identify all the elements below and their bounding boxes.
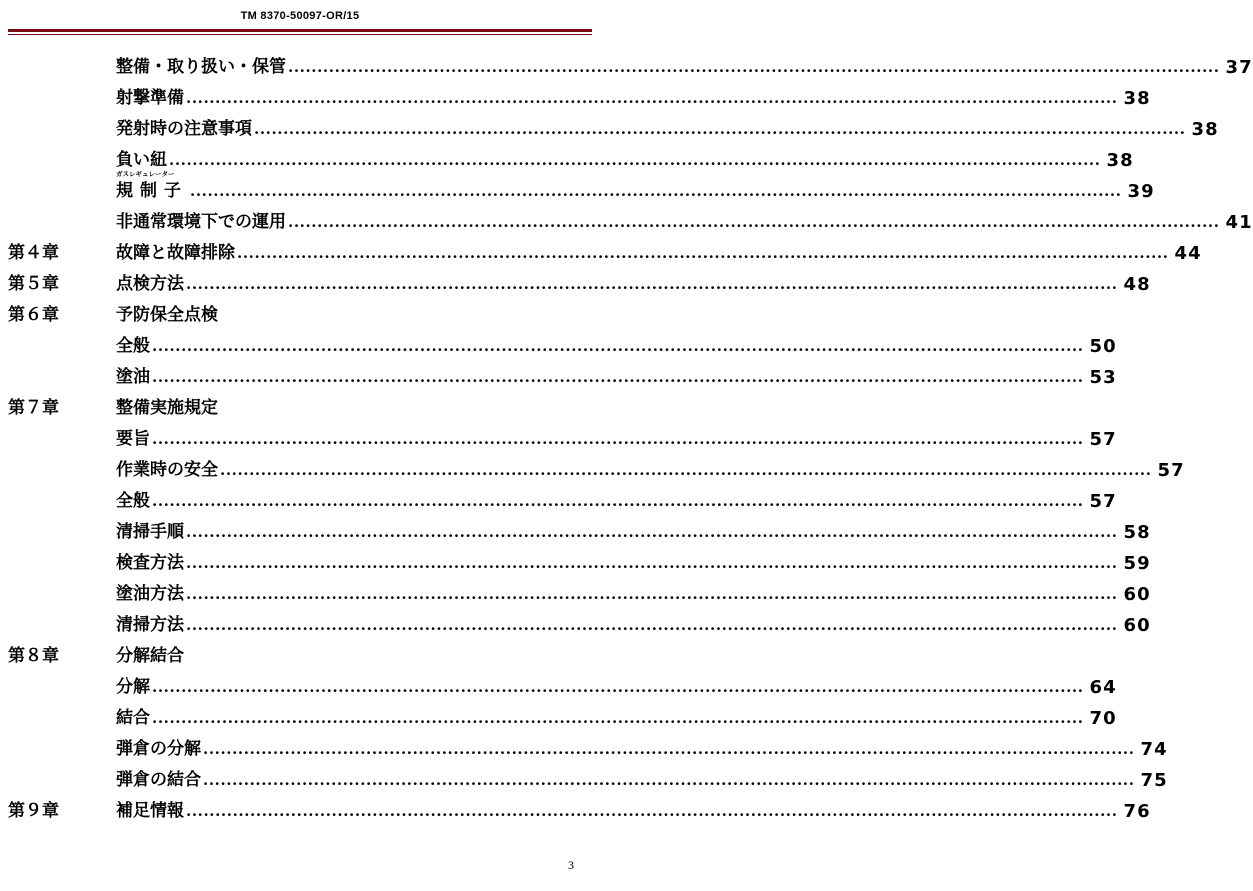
entry-title: 補足情報 xyxy=(116,801,184,821)
entry-title: 清掃方法 xyxy=(116,615,184,635)
toc-chapter-row xyxy=(0,796,1151,827)
dot-leader: ................................................................................................................................................................ xyxy=(203,740,1135,758)
ruby-annotation: ガスレギュレーター xyxy=(116,170,175,178)
entry-title: 射撃準備 xyxy=(116,88,184,108)
dot-leader: ................................................................................................................................................................ xyxy=(237,244,1169,262)
chapter-number: 第８章 xyxy=(8,646,59,666)
toc-title-line xyxy=(116,548,1151,579)
toc-title-line xyxy=(116,424,1117,455)
page-number: 3 xyxy=(568,858,574,872)
entry-title: 結合 xyxy=(116,708,150,728)
toc-title-line xyxy=(116,672,1117,703)
chapter-number: 第６章 xyxy=(8,305,59,325)
dot-leader: ................................................................................................................................................................ xyxy=(288,58,1220,76)
toc-entry-row xyxy=(0,610,1151,641)
entry-title: 分解 xyxy=(116,677,150,697)
page-ref: 38 xyxy=(1191,119,1219,140)
page-ref: 57 xyxy=(1089,429,1117,450)
dot-leader: ................................................................................................................................................................ xyxy=(152,368,1084,386)
page-ref: 70 xyxy=(1089,708,1117,729)
toc-entry-row xyxy=(0,145,1134,176)
page-ref: 76 xyxy=(1123,801,1151,822)
entry-title: 故障と故障排除 xyxy=(116,243,235,263)
toc-title-line xyxy=(116,52,1253,83)
toc-entry-row xyxy=(0,517,1151,548)
toc-title-line xyxy=(116,145,1134,176)
dot-leader: ................................................................................................................................................................ xyxy=(152,678,1084,696)
page-ref: 58 xyxy=(1123,522,1151,543)
toc-title-line xyxy=(116,579,1151,610)
toc-entry-row xyxy=(0,170,1155,207)
chapter-number: 第５章 xyxy=(8,274,59,294)
toc-entry-row xyxy=(0,734,1168,765)
chapter-number: 第７章 xyxy=(8,398,59,418)
page-ref: 48 xyxy=(1123,274,1151,295)
toc-entry-row xyxy=(0,579,1151,610)
toc-title-line xyxy=(116,734,1168,765)
toc-chapter-row xyxy=(0,393,600,424)
toc-title-line xyxy=(116,238,1202,269)
entry-title: 検査方法 xyxy=(116,553,184,573)
dot-leader: ................................................................................................................................................................ xyxy=(186,523,1118,541)
table-of-contents xyxy=(0,52,1253,827)
entry-title: 塗油方法 xyxy=(116,584,184,604)
entry-title: 負い紐 xyxy=(116,150,167,170)
page-ref: 53 xyxy=(1089,367,1117,388)
entry-title: 非通常環境下での運用 xyxy=(116,212,286,232)
toc-title-line xyxy=(116,362,1117,393)
page-ref: 39 xyxy=(1127,181,1155,202)
toc-entry-row xyxy=(0,424,1117,455)
dot-leader: ................................................................................................................................................................ xyxy=(152,709,1084,727)
entry-title: 整備実施規定 xyxy=(116,398,218,418)
page-ref: 44 xyxy=(1174,243,1202,264)
dot-leader: ................................................................................................................................................................ xyxy=(152,430,1084,448)
dot-leader: ................................................................................................................................................................ xyxy=(186,585,1118,603)
chapter-number: 第９章 xyxy=(8,801,59,821)
toc-entry-row xyxy=(0,672,1117,703)
entry-title: 発射時の注意事項 xyxy=(116,119,252,139)
entry-title: 点検方法 xyxy=(116,274,184,294)
dot-leader: ................................................................................................................................................................ xyxy=(186,554,1118,572)
dot-leader: ................................................................................................................................................................ xyxy=(186,89,1118,107)
entry-title: 要旨 xyxy=(116,429,150,449)
chapter-number: 第４章 xyxy=(8,243,59,263)
dot-leader: ................................................................................................................................................................ xyxy=(186,802,1118,820)
toc-title-line xyxy=(116,207,1253,238)
entry-title: 弾倉の結合 xyxy=(116,770,201,790)
dot-leader: ................................................................................................................................................................ xyxy=(203,771,1135,789)
entry-title: 全般 xyxy=(116,491,150,511)
toc-title-line xyxy=(116,703,1117,734)
toc-title-line xyxy=(116,796,1151,827)
toc-title-line xyxy=(116,393,574,424)
page-ref: 74 xyxy=(1140,739,1168,760)
toc-entry-row xyxy=(0,114,1219,145)
entry-title: 規制子 xyxy=(116,181,188,201)
toc-title-line xyxy=(116,300,574,331)
page-ref: 64 xyxy=(1089,677,1117,698)
toc-chapter-row xyxy=(0,300,600,331)
toc-chapter-row xyxy=(0,238,1202,269)
toc-entry-row xyxy=(0,548,1151,579)
entry-title: 塗油 xyxy=(116,367,150,387)
page-ref: 59 xyxy=(1123,553,1151,574)
dot-leader: ................................................................................................................................................................ xyxy=(169,151,1101,169)
toc-entry-row xyxy=(0,703,1117,734)
toc-entry-row xyxy=(0,455,1185,486)
toc-title-line xyxy=(116,610,1151,641)
toc-entry-row xyxy=(0,83,1151,114)
dot-leader: ................................................................................................................................................................ xyxy=(254,120,1186,138)
dot-leader: ................................................................................................................................................................ xyxy=(152,337,1084,355)
entry-title: 作業時の安全 xyxy=(116,460,218,480)
dot-leader: ................................................................................................................................................................ xyxy=(186,275,1118,293)
header-rule-thin xyxy=(8,34,592,35)
entry-title: 予防保全点検 xyxy=(116,305,218,325)
page-ref: 37 xyxy=(1225,57,1253,78)
page-ref: 60 xyxy=(1123,584,1151,605)
toc-title-line xyxy=(116,114,1219,145)
page-ref: 38 xyxy=(1123,88,1151,109)
toc-entry-row xyxy=(0,331,1117,362)
document-code: TM 8370-50097-OR/15 xyxy=(240,10,360,22)
toc-title-line xyxy=(116,641,574,672)
page-ref: 60 xyxy=(1123,615,1151,636)
toc-entry-row xyxy=(0,207,1253,238)
entry-title: 整備・取り扱い・保管 xyxy=(116,57,286,77)
toc-chapter-row xyxy=(0,269,1151,300)
toc-chapter-row xyxy=(0,641,600,672)
page-ref: 57 xyxy=(1089,491,1117,512)
entry-title: 全般 xyxy=(116,336,150,356)
toc-entry-row xyxy=(0,765,1168,796)
page-ref: 57 xyxy=(1157,460,1185,481)
page-ref: 41 xyxy=(1225,212,1253,233)
toc-title-line xyxy=(116,517,1151,548)
page-ref: 50 xyxy=(1089,336,1117,357)
dot-leader: ................................................................................................................................................................ xyxy=(152,492,1084,510)
entry-title: 清掃手順 xyxy=(116,522,184,542)
entry-title: 分解結合 xyxy=(116,646,184,666)
toc-title-line xyxy=(116,83,1151,114)
dot-leader: ................................................................................................................................................................ xyxy=(220,461,1152,479)
toc-entry-row xyxy=(0,486,1117,517)
toc-title-line xyxy=(116,269,1151,300)
toc-title-line xyxy=(116,176,1155,207)
toc-title-line xyxy=(116,455,1185,486)
toc-title-line xyxy=(116,486,1117,517)
toc-entry-row xyxy=(0,362,1117,393)
entry-title: 弾倉の分解 xyxy=(116,739,201,759)
page-ref: 75 xyxy=(1140,770,1168,791)
header-rule-thick xyxy=(8,29,592,32)
dot-leader: ................................................................................................................................................................ xyxy=(190,182,1122,200)
dot-leader: ................................................................................................................................................................ xyxy=(186,616,1118,634)
toc-title-line xyxy=(116,331,1117,362)
toc-entry-row xyxy=(0,52,1253,83)
dot-leader: ................................................................................................................................................................ xyxy=(288,213,1220,231)
toc-title-line xyxy=(116,765,1168,796)
page-ref: 38 xyxy=(1106,150,1134,171)
